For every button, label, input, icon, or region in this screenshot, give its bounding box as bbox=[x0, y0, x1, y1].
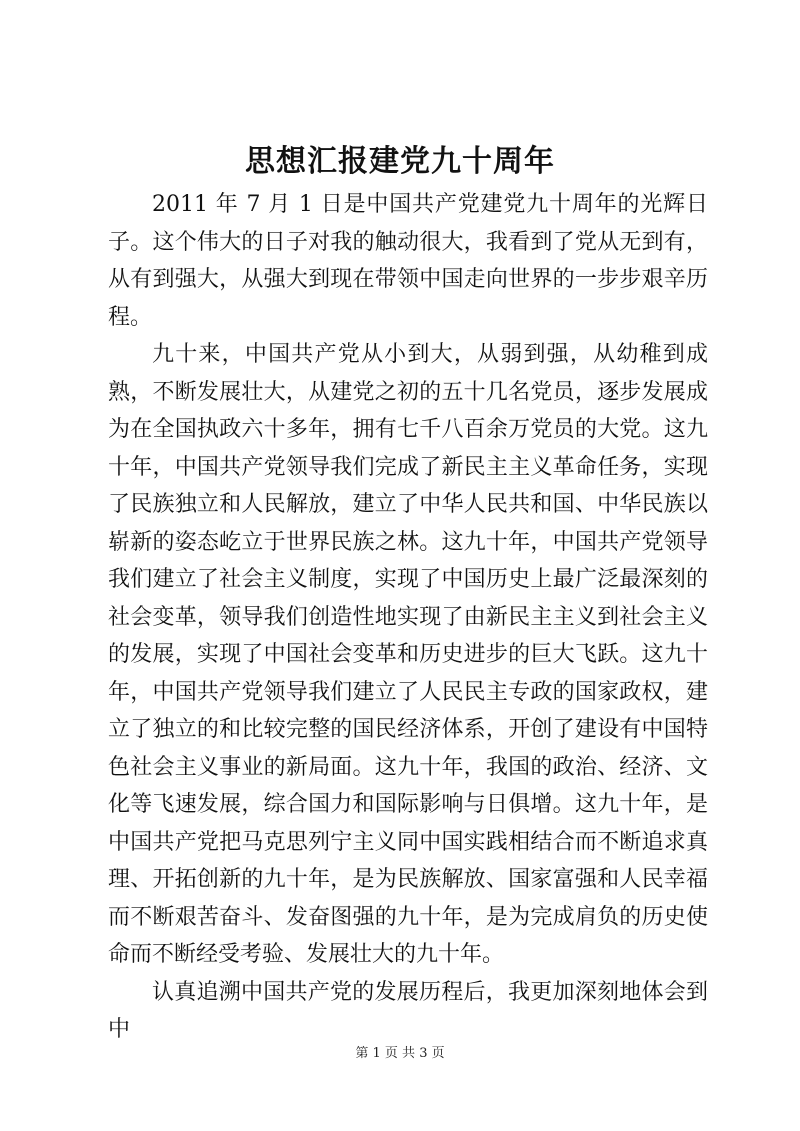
page-footer: 第 1 页 共 3 页 bbox=[355, 1046, 445, 1061]
document-title: 思想汇报建党九十周年 bbox=[245, 144, 555, 179]
document-body bbox=[108, 186, 708, 1049]
paragraph-1: 2011 年 7 月 1 日是中国共产党建党九十周年的光辉日子。这个伟大的日子对我的触动很大，我看到了党从无到有，从有到强大，从强大到现在带领中国走向世界的一步步艰辛历程。 bbox=[108, 192, 708, 330]
paragraph-3: 认真追溯中国共产党的发展历程后，我更加深刻地体会到中 bbox=[108, 979, 708, 1042]
paragraph-2: 九十来，中国共产党从小到大，从弱到强，从幼稚到成熟，不断发展壮大，从建党之初的五十几名党员，逐步发展成为在全国执政六十多年，拥有七千八百余万党员的大党。这九十年，中国共产党领导我们完成了新民主主义革命任务，实现了民族独立和人民解放，建立了中华人民共和国、中华民族以崭新的姿态屹立于世界民族之林。这九十年，中国共产党领导我们建立了社会主义制度，实现了中国历史上最广泛最深刻的社会变革，领导我们创造性地实现了由新民主主义到社会主义的发展，实现了中国社会变革和历史进步的巨大飞跃。这九十年，中国共产党领导我们建立了人民民主专政的国家政权，建立了独立的和比较完整的国民经济体系，开创了建设有中国特色社会主义事业的新局面。这九十年，我国的政治、经济、文化等飞速发展，综合国力和国际影响与日俱增。这九十年，是中国共产党把马克思列宁主义同中国实践相结合而不断追求真理、开拓创新的九十年，是为民族解放、国家富强和人民幸福而不断艰苦奋斗、发奋图强的九十年，是为完成肩负的历史使命而不断经受考验、发展壮大的九十年。 bbox=[108, 342, 708, 967]
